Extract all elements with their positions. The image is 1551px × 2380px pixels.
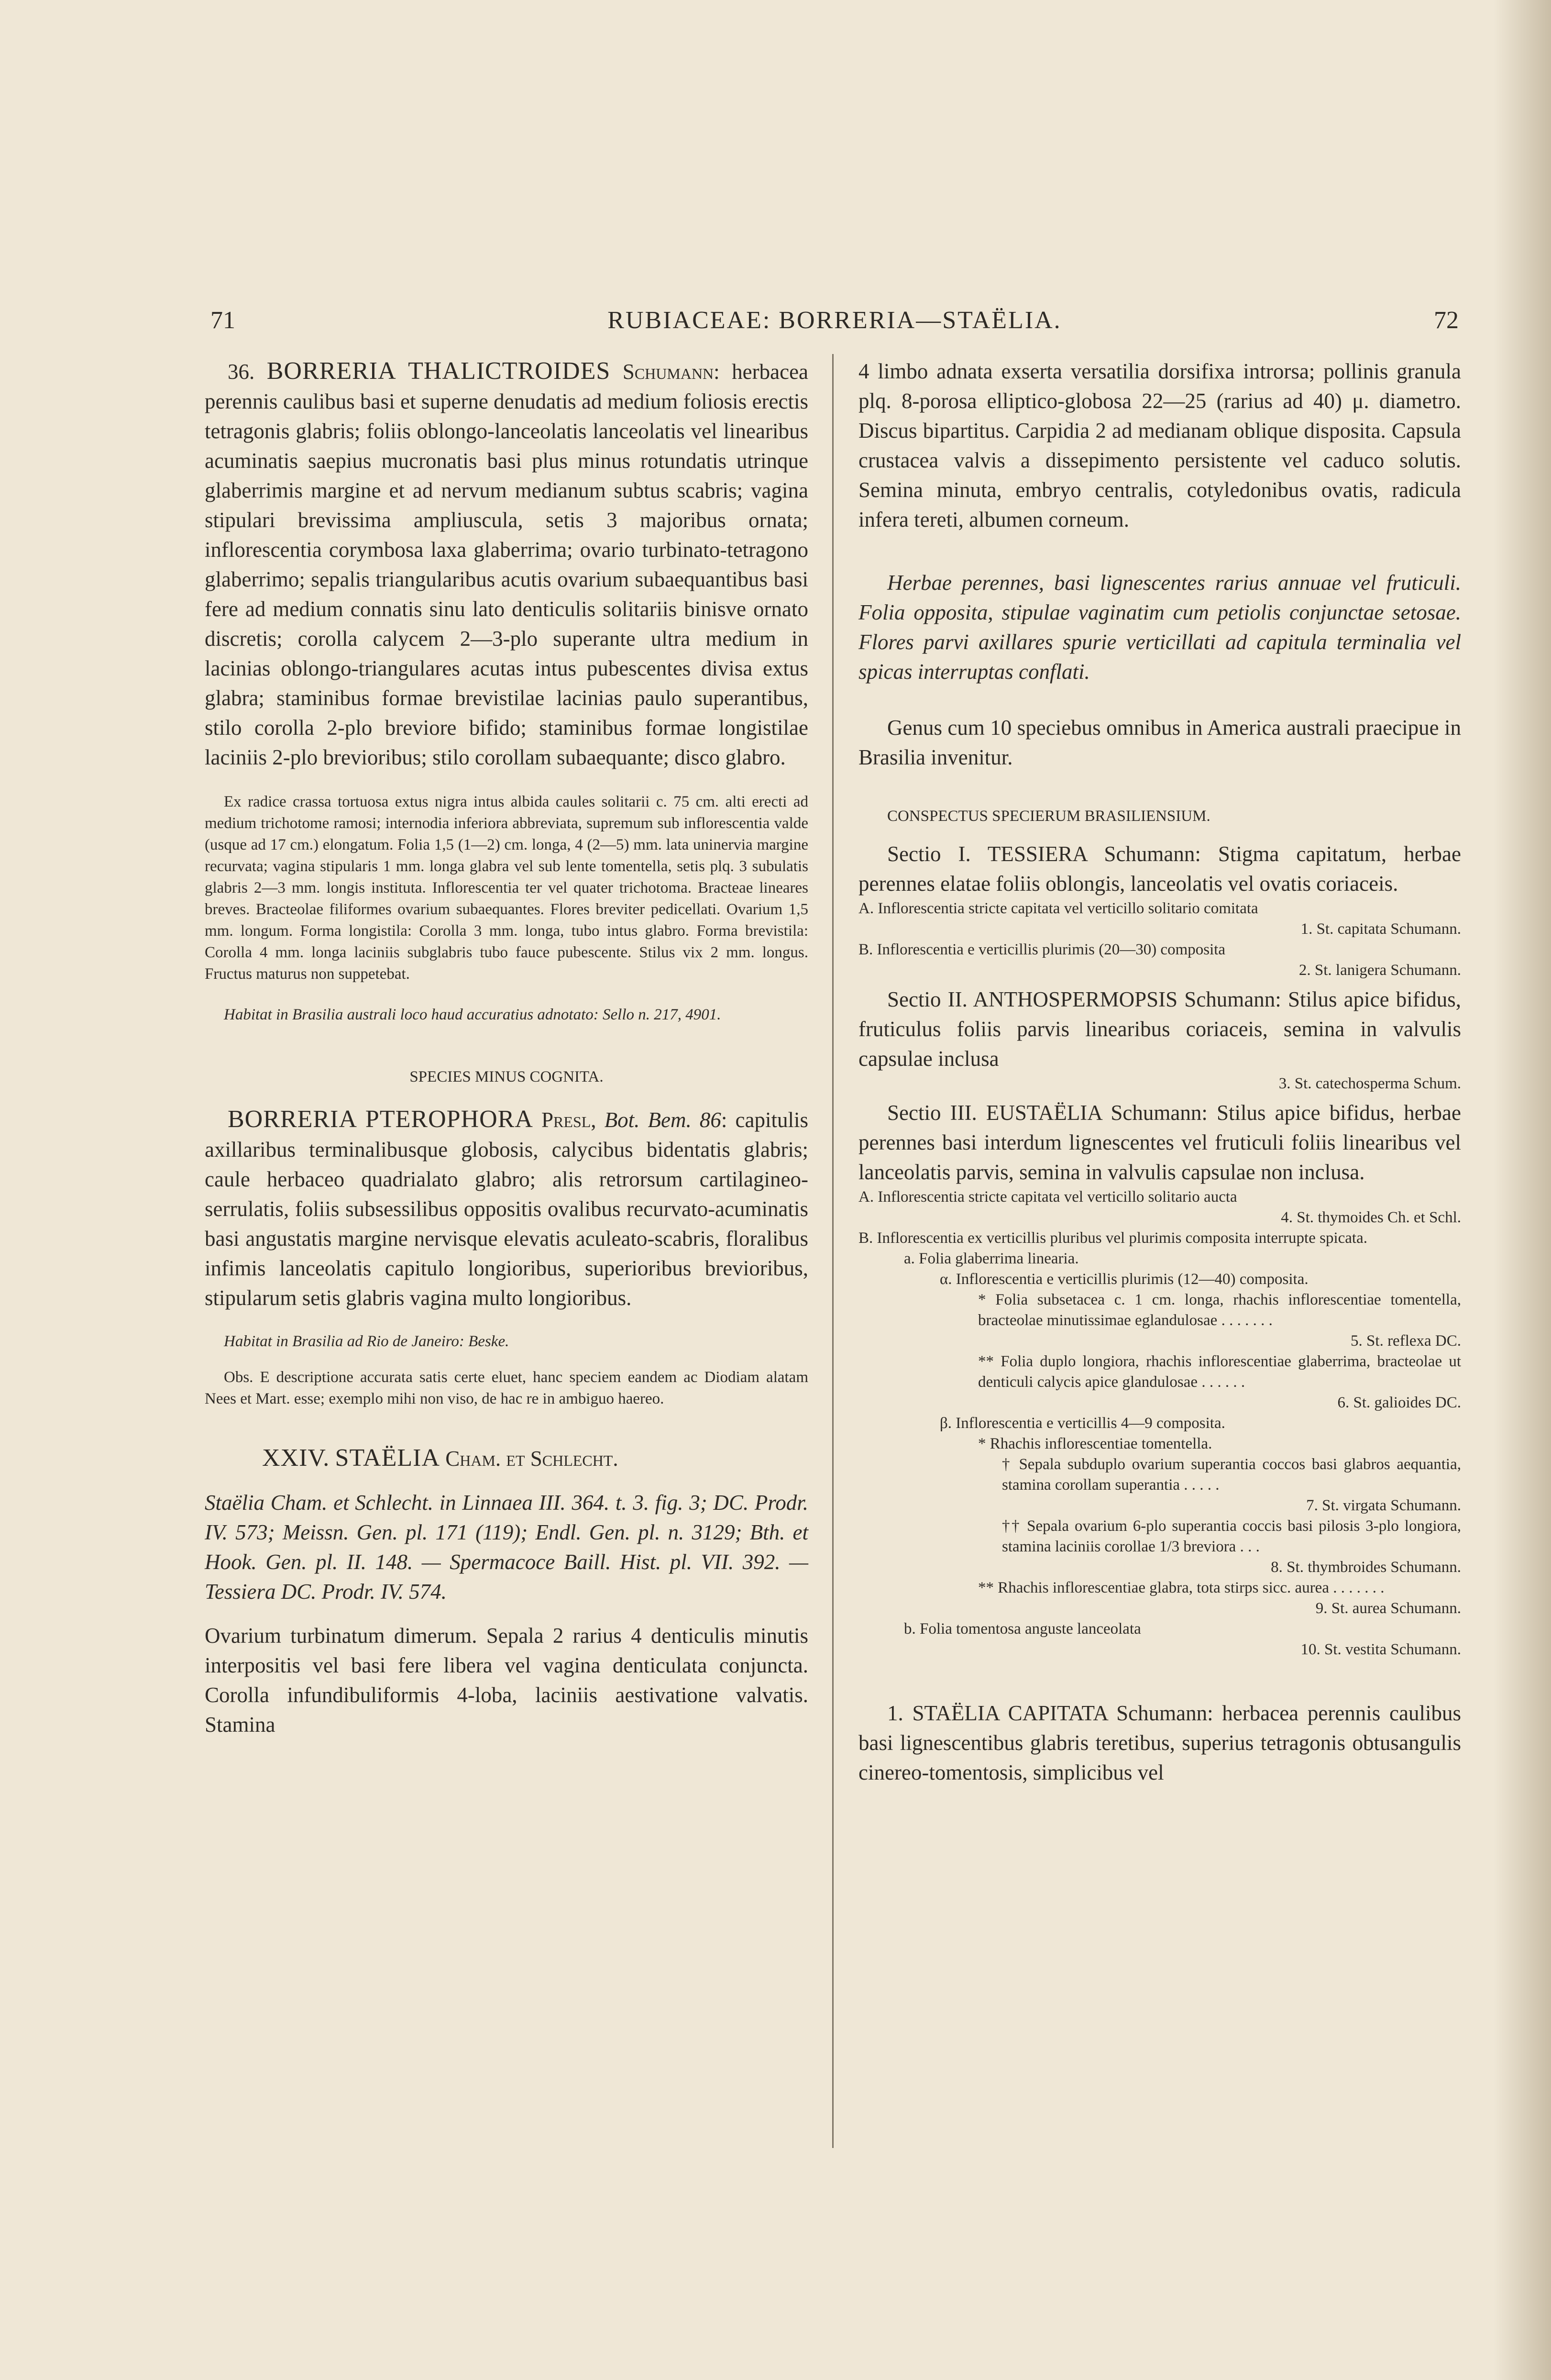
key-line: † Sepala subduplo ovarium superantia coccos basi glabros aequantia, stamina corollam superantia . . . . . <box>1002 1456 1461 1494</box>
sectio-3: Sectio III. EUSTAËLIA Schumann: Stilus apice bifidus, herbae perennes basi interdum lignescentes vel fruticuli foliis linearibus vel lanceolatis parvis, semina in valvulis capsulae non inclusa. <box>858 1101 1461 1184</box>
key-taxon: 9. St. aurea Schumann. <box>1315 1600 1461 1617</box>
key-taxon: 10. St. vestita Schumann. <box>1300 1641 1461 1658</box>
genus-name: STAËLIA <box>335 1444 440 1472</box>
column-divider <box>832 354 834 2148</box>
right-column <box>858 356 1461 1787</box>
page-edge-shadow <box>1494 0 1551 2380</box>
genus-description: Ovarium turbinatum dimerum. Sepala 2 rarius 4 denticulis minutis interpositis vel basi fere libera vel vagina denticulata conjuncta. Corolla infundibuliformis 4-loba, laciniis aestivatione valvatis. Stamina <box>205 1624 808 1737</box>
left-column <box>205 356 808 1739</box>
species-diagnosis-text: : capitulis axillaribus terminalibusque globosis, calycibus bidentatis glabris; caule herbaceo quadrialato glabro; alis retrorsum cartilagineo-serrulatis, foliis subsessilibus oppositis ovalibus recurvato-acuminatis basi angustatis margine nervisque elevatis aculeato-scabris, floralibus infimis lanceolatis capitulo longioribus, superioribus brevioribus, stipularum setis glabris vagina multo longioribus. <box>205 1108 809 1310</box>
page-number-right: 72 <box>1434 307 1459 334</box>
key-line: β. Inflorescentia e verticillis 4—9 composita. <box>940 1415 1225 1432</box>
key-line: * Folia subsetacea c. 1 cm. longa, rhachis inflorescentiae tomentella, bracteolae minutissimae eglandulosae . . . . . . . <box>978 1291 1461 1329</box>
key-line: * Rhachis inflorescentiae tomentella. <box>978 1435 1212 1452</box>
sectio-2: Sectio II. ANTHOSPERMOPSIS Schumann: Stilus apice bifidus, fruticulus foliis parvis linearibus coriaceis, semina in valvulis capsulae inclusa <box>858 987 1461 1071</box>
key-taxon: 8. St. thymbroides Schumann. <box>1271 1559 1461 1576</box>
key-line: B. Inflorescentia ex verticillis pluribus vel plurimis composita interrupte spicata. <box>858 1229 1367 1247</box>
genus-synonymy: Staëlia Cham. et Schlecht. in Linnaea III. 364. t. 3. fig. 3; DC. Prodr. IV. 573; Meissn. Gen. pl. 171 (119); Endl. Gen. pl. n. 3129; Bth. et Hook. Gen. pl. II. 148. — Spermacoce Baill. Hist. pl. VII. 392. — Tessiera DC. Prodr. IV. 574. <box>205 1491 808 1604</box>
observation-note: Obs. E descriptione accurata satis certe eluet, hanc speciem eandem ac Diodiam alatam Nees et Mart. esse; exemplo mihi non viso, de hac re in ambiguo haereo. <box>205 1369 808 1407</box>
genus-number: XXIV. <box>262 1444 330 1472</box>
key-taxon: 6. St. galioides DC. <box>1337 1394 1461 1411</box>
key-line: A. Inflorescentia stricte capitata vel verticillo solitario comitata <box>858 900 1258 917</box>
key-sectio-3 <box>858 1187 1461 1660</box>
species-diagnosis-text: : herbacea perennis caulibus basi et superne denudatis ad medium foliosis erectis tetragonis glabris; foliis oblongo-lanceolatis lanceolatis vel linearibus acuminatis saepius mucronatis basi plus minus rotundatis utrinque glaberrimis margine et ad nervum medianum subtus scabris; vagina stipulari brevissima ampliuscula, setis 3 majoribus ornata; inflorescentia corymbosa laxa glaberrima; ovario turbinato-tetragono glaberrimo; sepalis triangularibus acutis ovarium subaequantibus basi fere ad medium connatis sinu lato denticulis solitariis binisve ornato discretis; corolla calycem 2—3-plo superante ultra medium in lacinias oblongo-triangulares acutas intus pubescentes divisa extus glabra; staminibus formae brevistilae lacinias paulo superantibus, stilo corolla 2-plo breviore bifido; staminibus formae longistilae laciniis 2-plo brevioribus; stilo corollam subaequante; disco glabro. <box>205 360 809 769</box>
pterophora-diagnosis <box>205 1105 808 1313</box>
key-line: a. Folia glaberrima linearia. <box>904 1250 1079 1267</box>
running-title: RUBIACEAE: BORRERIA—STAËLIA. <box>607 307 1062 334</box>
conspectus-title: CONSPECTUS SPECIERUM BRASILIENSIUM. <box>887 808 1210 825</box>
genus-description-continued: 4 limbo adnata exserta versatilia dorsifixa introrsa; pollinis granula plq. 8-porosa elliptico-globosa 22—25 (rarius ad 40) μ. diametro. Discus bipartitus. Carpidia 2 ad medianam oblique disposita. Capsula crustacea valvis a dissepimento persistente vel caduco solutis. Semina minuta, embryo centralis, cotyledonibus ovatis, radicula infera tereti, albumen corneum. <box>858 359 1461 531</box>
species-name: BORRERIA THALICTROIDES <box>266 357 611 385</box>
species-name: BORRERIA PTEROPHORA <box>228 1106 533 1133</box>
species-36-description: Ex radice crassa tortuosa extus nigra intus albida caules solitarii c. 75 cm. alti erecti ad medium trichotome ramosi; internodia inferiora abbreviata, supremum sub inflorescentia valde (usque ad 17 cm.) elongatum. Folia 1,5 (1—2) cm. longa, 4 (2—5) mm. lata uninervia margine recurvata; vagina stipularis 1 mm. longa glabra vel sub lente tomentella, setis plq. 3 subulatis glabris 2—3 mm. longis instituta. Inflorescentia ter vel quater trichotoma. Bracteae lineares breves. Bracteolae filiformes ovarium subaequantes. Flores breviter pedicellati. Ovarium 1,5 mm. longum. Forma longistila: Corolla 3 mm. longa, tubo intus glabro. Forma brevistila: Corolla 4 mm. longa laciniis subglabris tubo fauce pubescente. Stilus vix 2 mm. longus. Fructus maturus non suppetebat. <box>205 793 808 983</box>
key-line: A. Inflorescentia stricte capitata vel verticillo solitario aucta <box>858 1188 1237 1206</box>
genus-heading <box>205 1443 808 1473</box>
genus-distribution: Genus cum 10 speciebus omnibus in America australi praecipue in Brasilia invenitur. <box>858 716 1461 769</box>
key-taxon: 7. St. virgata Schumann. <box>1306 1497 1461 1514</box>
running-header <box>210 306 1459 344</box>
key-sectio-1 <box>858 898 1461 981</box>
key-line: α. Inflorescentia e verticillis plurimis (12—40) composita. <box>940 1271 1309 1288</box>
species-number: 36. <box>228 360 255 384</box>
sectio-1: Sectio I. TESSIERA Schumann: Stigma capitatum, herbae perennes elatae foliis oblongis, lanceolatis vel ovatis coriaceis. <box>858 842 1461 896</box>
section-heading-species-minus-cognita: SPECIES MINUS COGNITA. <box>409 1068 604 1085</box>
species-36-diagnosis <box>205 356 808 772</box>
key-taxon: 1. St. capitata Schumann. <box>1300 920 1461 938</box>
key-taxon: 4. St. thymoides Ch. et Schl. <box>1281 1209 1461 1226</box>
key-line: B. Inflorescentia e verticillis plurimis (20—30) composita <box>858 941 1226 958</box>
species-author: Schumann <box>622 360 714 384</box>
species-author: Presl, <box>541 1108 596 1132</box>
key-taxon: 2. St. lanigera Schumann. <box>1298 962 1461 979</box>
key-line: ** Rhachis inflorescentiae glabra, tota stirps sicc. aurea . . . . . . . <box>978 1579 1385 1596</box>
reference: Bot. Bem. 86 <box>604 1108 721 1132</box>
key-line: ** Folia duplo longiora, rhachis inflorescentiae glaberrima, bracteolae ut denticuli calycis apice glandulosae . . . . . . <box>978 1353 1461 1391</box>
key-line: †† Sepala ovarium 6-plo superantia coccis basi pilosis 3-plo longiora, stamina laciniis corollae 1/3 breviora . . . <box>1002 1517 1461 1555</box>
habitat-note: Habitat in Brasilia australi loco haud accuratius adnotato: Sello n. 217, 4901. <box>224 1006 721 1023</box>
genus-habit: Herbae perennes, basi lignescentes rarius annuae vel fruticuli. Folia opposita, stipulae vaginatim cum petiolis conjunctae setosae. Flores parvi axillares spurie verticillati ad capitula terminalia vel spicas interruptas conflati. <box>858 571 1461 684</box>
species-1-diagnosis: 1. STAËLIA CAPITATA Schumann: herbacea perennis caulibus basi lignescentibus glabris teretibus, superius tetragonis obtusangulis cinereo-tomentosis, simplicibus vel <box>858 1701 1461 1784</box>
genus-authors: Cham. et Schlecht. <box>445 1447 618 1471</box>
key-taxon: 5. St. reflexa DC. <box>1351 1332 1461 1350</box>
habitat-note: Habitat in Brasilia ad Rio de Janeiro: Beske. <box>224 1333 509 1350</box>
page-number-left: 71 <box>210 307 235 334</box>
key-taxon: 3. St. catechosperma Schum. <box>1278 1075 1461 1092</box>
key-sectio-2 <box>858 1074 1461 1094</box>
key-line: b. Folia tomentosa anguste lanceolata <box>904 1620 1141 1638</box>
